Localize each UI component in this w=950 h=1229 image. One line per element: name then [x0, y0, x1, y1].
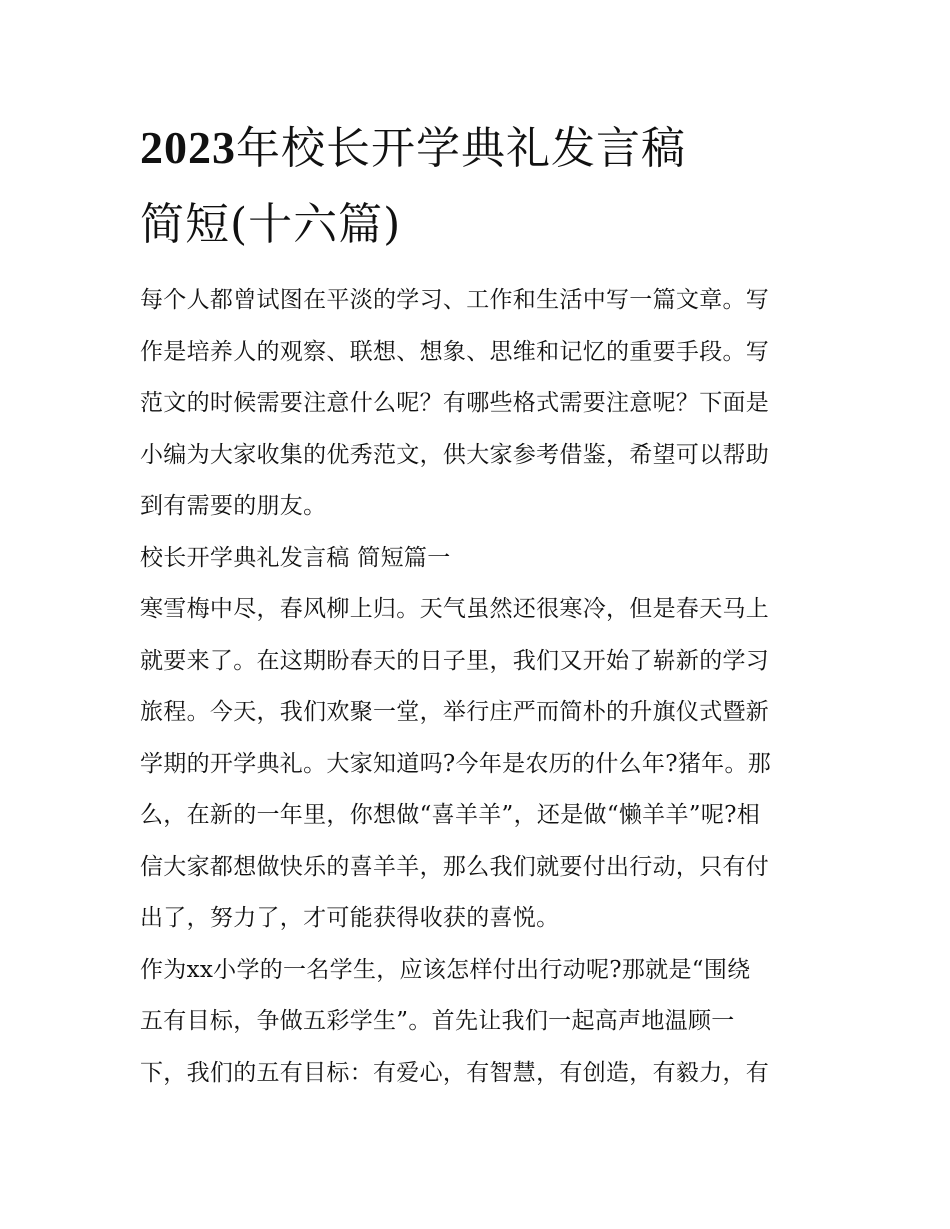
paragraph-line: 旅程。今天，我们欢聚一堂，举行庄严而简朴的升旗仪式暨新 [140, 699, 770, 725]
paragraph-line: 么，在新的一年里，你想做“喜羊羊”，还是做“懒羊羊”呢?相 [140, 802, 761, 828]
paragraph-line: 下，我们的五有目标：有爱心，有智慧，有创造，有毅力，有 [140, 1059, 770, 1086]
intro-line: 每个人都曾试图在平淡的学习、工作和生活中写一篇文章。写 [140, 287, 770, 313]
paragraph-line: 五有目标，争做五彩学生”。首先让我们一起高声地温顾一 [140, 1008, 735, 1034]
title-line-1-text: 年校长开学典礼发言稿 [236, 123, 686, 174]
paragraph-line: 作为xx小学的一名学生，应该怎样付出行动呢?那就是“围绕 [140, 956, 751, 983]
title-line-2: 简短(十六篇) [140, 199, 402, 250]
intro-line: 作是培养人的观察、联想、想象、思维和记忆的重要手段。写 [140, 338, 770, 365]
section-heading: 校长开学典礼发言稿 简短篇一 [140, 544, 451, 571]
intro-line: 小编为大家收集的优秀范文，供大家参考借鉴，希望可以帮助 [140, 441, 770, 468]
paragraph-line: 信大家都想做快乐的喜羊羊，那么我们就要付出行动，只有付 [140, 853, 770, 880]
body-paragraph-2 [140, 945, 815, 1100]
intro-line: 范文的时候需要注意什么呢？有哪些格式需要注意呢？下面是 [140, 390, 770, 416]
document-title [140, 110, 815, 263]
document-page [140, 110, 815, 1099]
paragraph-line: 就要来了。在这期盼春天的日子里，我们又开始了崭新的学习 [140, 647, 770, 674]
intro-line: 到有需要的朋友。 [140, 493, 327, 519]
document-body [140, 275, 815, 1099]
title-year: 2023 [140, 122, 236, 173]
paragraph-line: 寒雪梅中尽，春风柳上归。天气虽然还很寒冷，但是春天马上 [140, 596, 770, 622]
title-line-1 [140, 110, 815, 187]
paragraph-line: 学期的开学典礼。大家知道吗?今年是农历的什么年?猪年。那 [140, 750, 772, 777]
intro-paragraph [140, 275, 815, 533]
paragraph-line: 出了，努力了，才可能获得收获的喜悦。 [140, 905, 560, 931]
body-paragraph-1 [140, 584, 815, 945]
